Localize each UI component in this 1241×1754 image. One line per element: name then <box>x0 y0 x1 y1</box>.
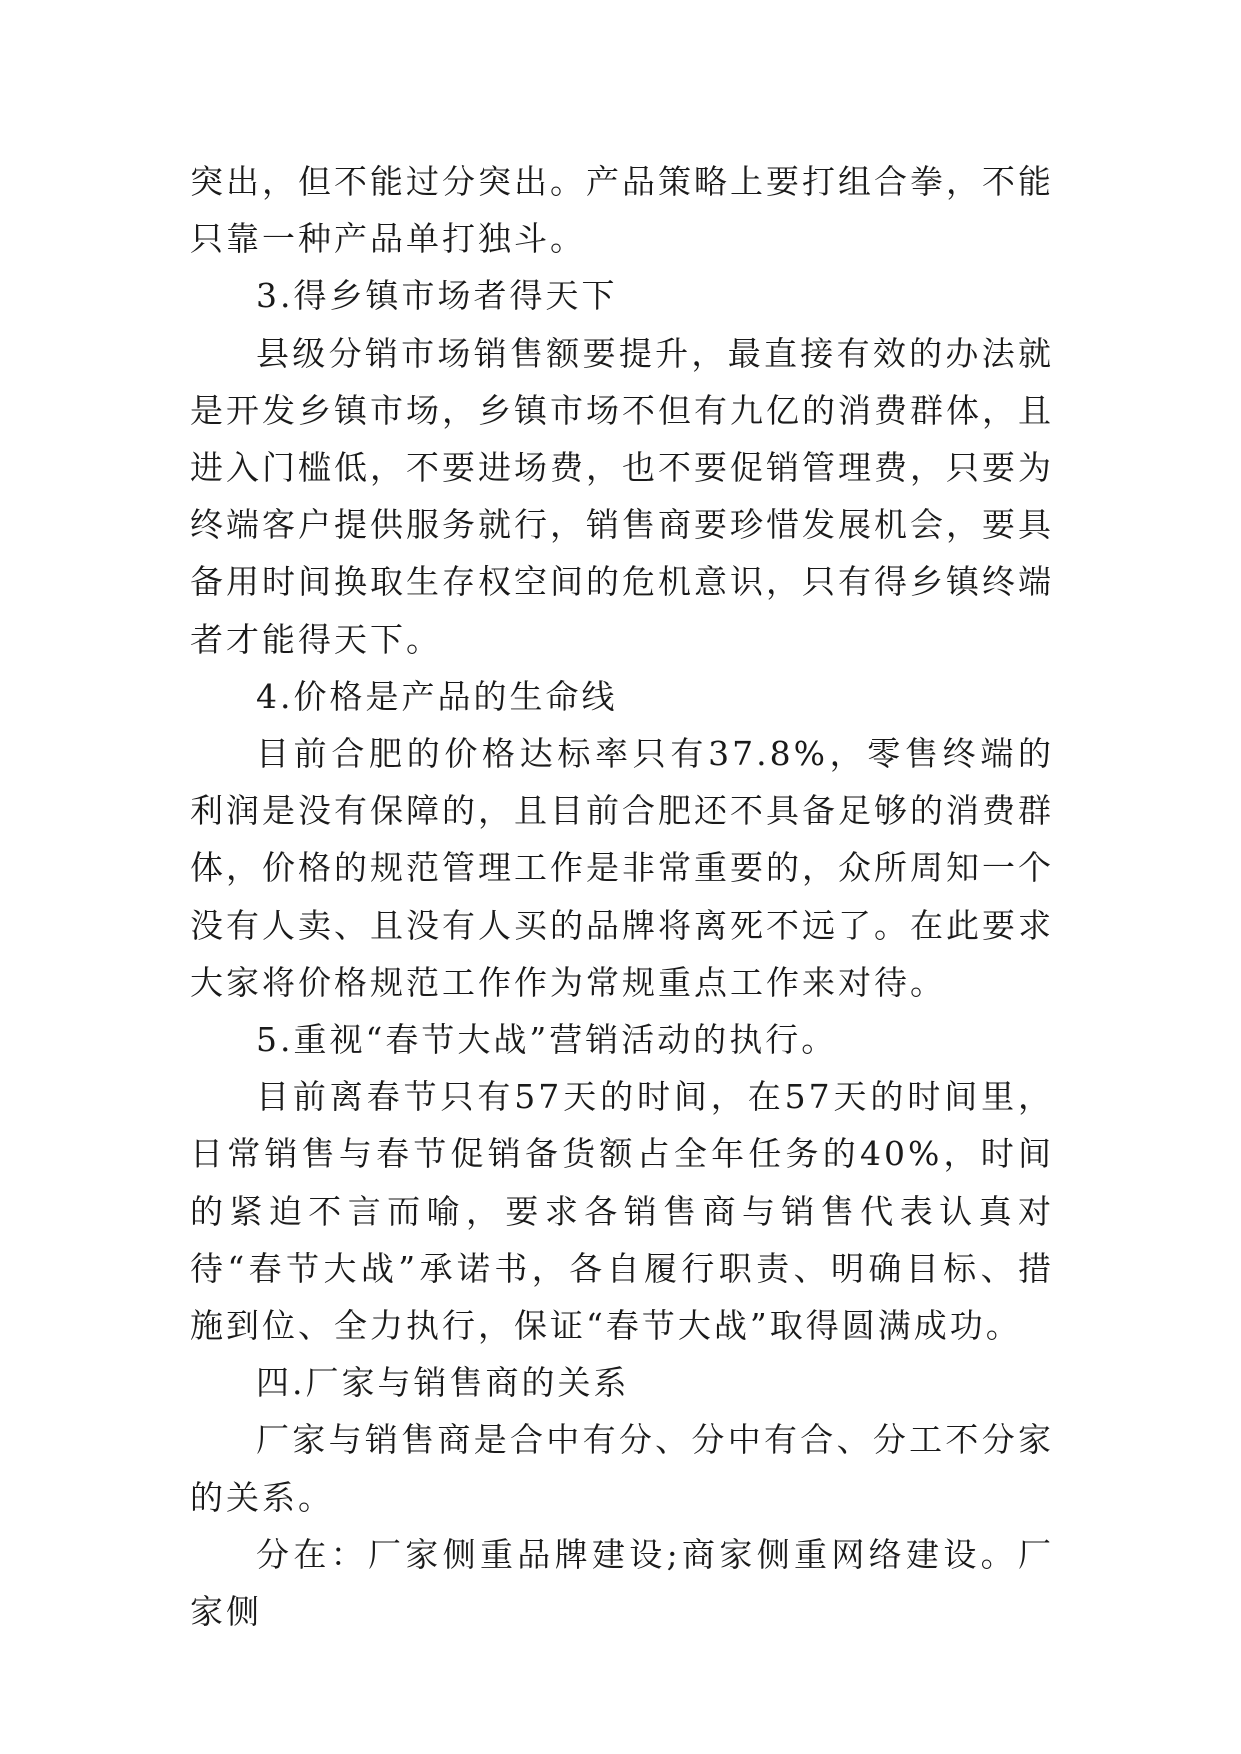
paragraph-pricing: 目前合肥的价格达标率只有37.8%，零售终端的利润是没有保障的，且目前合肥还不具备足够的消费群体，价格的规范管理工作是非常重要的，众所周知一个没有人卖、且没有人买的品牌将离死不远了。在此要求大家将价格规范工作作为常规重点工作来对待。 <box>190 734 1054 1002</box>
paragraph-township-market: 县级分销市场销售额要提升，最直接有效的办法就是开发乡镇市场，乡镇市场不但有九亿的消费群体，且进入门槛低，不要进场费，也不要促销管理费，只要为终端客户提供服务就行，销售商要珍惜发展机会，要具备用时间换取生存权空间的危机意识，只有得乡镇终端者才能得天下。 <box>190 333 1054 659</box>
section-heading-3: 3.得乡镇市场者得天下 <box>256 276 618 316</box>
section-heading-4: 4.价格是产品的生命线 <box>256 676 618 716</box>
section-heading-four: 四.厂家与销售商的关系 <box>256 1363 630 1403</box>
paragraph-division: 分在：厂家侧重品牌建设;商家侧重网络建设。厂家侧 <box>190 1534 1054 1632</box>
paragraph-spring-festival: 目前离春节只有57天的时间，在57天的时间里，日常销售与春节促销备货额占全年任务的40%，时间的紧迫不言而喻，要求各销售商与销售代表认真对待“春节大战”承诺书，各自履行职责、明确目标、措施到位、全力执行，保证“春节大战”取得圆满成功。 <box>190 1077 1054 1346</box>
paragraph-relationship: 厂家与销售商是合中有分、分中有合、分工不分家的关系。 <box>190 1420 1054 1517</box>
document-page <box>190 153 1054 1640</box>
section-heading-5: 5.重视“春节大战”营销活动的执行。 <box>256 1020 838 1060</box>
paragraph-continued: 突出，但不能过分突出。产品策略上要打组合拳，不能只靠一种产品单打独斗。 <box>190 162 1054 259</box>
